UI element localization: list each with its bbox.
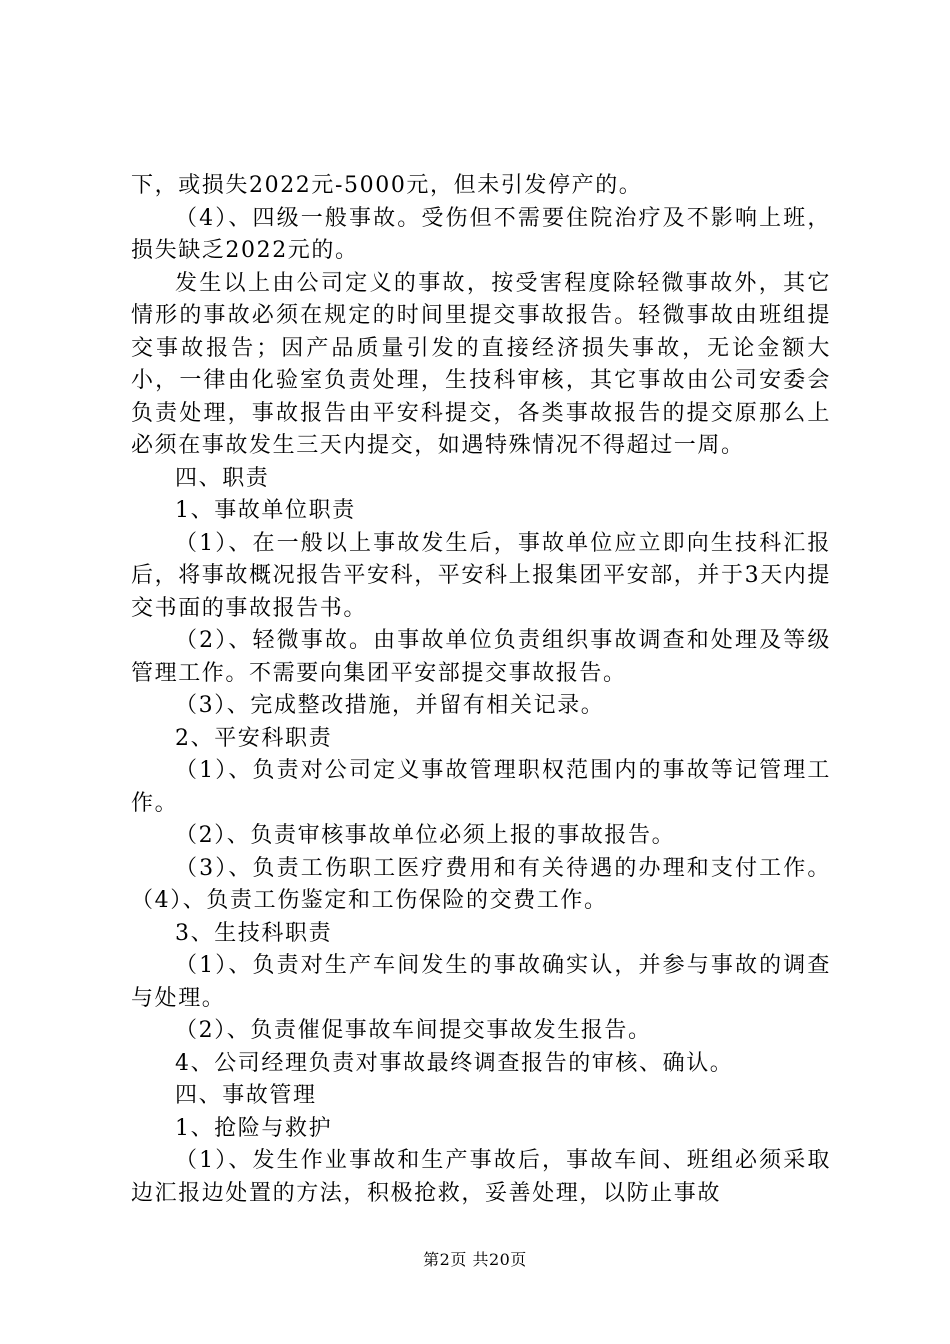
section-heading-accident-management: 四、事故管理 (175, 1083, 317, 1108)
paragraph-safety-duty-3-4: （3）、负责工伤职工医疗费用和有关待遇的办理和支付工作。（4）、负责工伤鉴定和工伤保险的交费工作。 (131, 855, 831, 913)
paragraph-tech-duty-1: （1）、负责对生产车间发生的事故确实认，并参与事故的调查与处理。 (131, 953, 831, 1011)
paragraph-unit-duty-3: （3）、完成整改措施，并留有相关记录。 (175, 693, 605, 718)
subheading-safety-dept-duties: 2、平安科职责 (175, 725, 333, 751)
subheading-rescue: 1、抢险与救护 (175, 1115, 333, 1141)
paragraph-3: 发生以上由公司定义的事故，按受害程度除轻微事故外，其它情形的事故必须在规定的时间里提交事故报告。轻微事故由班组提交事故报告；因产品质量引发的直接经济损失事故，无论金额大小，一律由化验室负责处理，生技科审核，其它事故由公司安委会负责处理，事故报告由平安科提交，各类事故报告的提交原那么上必须在事故发生三天内提交，如遇特殊情况不得超过一周。 (131, 270, 831, 458)
section-heading-duties: 四、职责 (175, 465, 270, 491)
paragraph-manager-duty: 4、公司经理负责对事故最终调查报告的审核、确认。 (175, 1050, 734, 1076)
document-body (131, 170, 831, 1210)
paragraph-1: 下，或损失2022元-5000元，但未引发停产的。 (131, 173, 643, 198)
page-number-footer: 第2页 共20页 (423, 1250, 527, 1269)
paragraph-safety-duty-2: （2）、负责审核事故单位必须上报的事故报告。 (175, 823, 676, 848)
paragraph-rescue-1: （1）、发生作业事故和生产事故后，事故车间、班组必须采取边汇报边处置的方法，积极抢救，妥善处理，以防止事故 (131, 1148, 831, 1206)
paragraph-tech-duty-2: （2）、负责催促事故车间提交事故发生报告。 (175, 1018, 652, 1043)
subheading-unit-duties: 1、事故单位职责 (175, 498, 356, 523)
paragraph-safety-duty-1: （1）、负责对公司定义事故管理职权范围内的事故等记管理工作。 (131, 758, 831, 816)
subheading-tech-dept-duties: 3、生技科职责 (175, 920, 333, 946)
paragraph-unit-duty-1: （1）、在一般以上事故发生后，事故单位应立即向生技科汇报后，将事故概况报告平安科，平安科上报集团平安部，并于3天内提交书面的事故报告书。 (131, 530, 831, 621)
paragraph-unit-duty-2: （2）、轻微事故。由事故单位负责组织事故调查和处理及等级管理工作。不需要向集团平安部提交事故报告。 (131, 628, 831, 686)
paragraph-2: （4）、四级一般事故。受伤但不需要住院治疗及不影响上班，损失缺乏2022元的。 (131, 205, 831, 263)
